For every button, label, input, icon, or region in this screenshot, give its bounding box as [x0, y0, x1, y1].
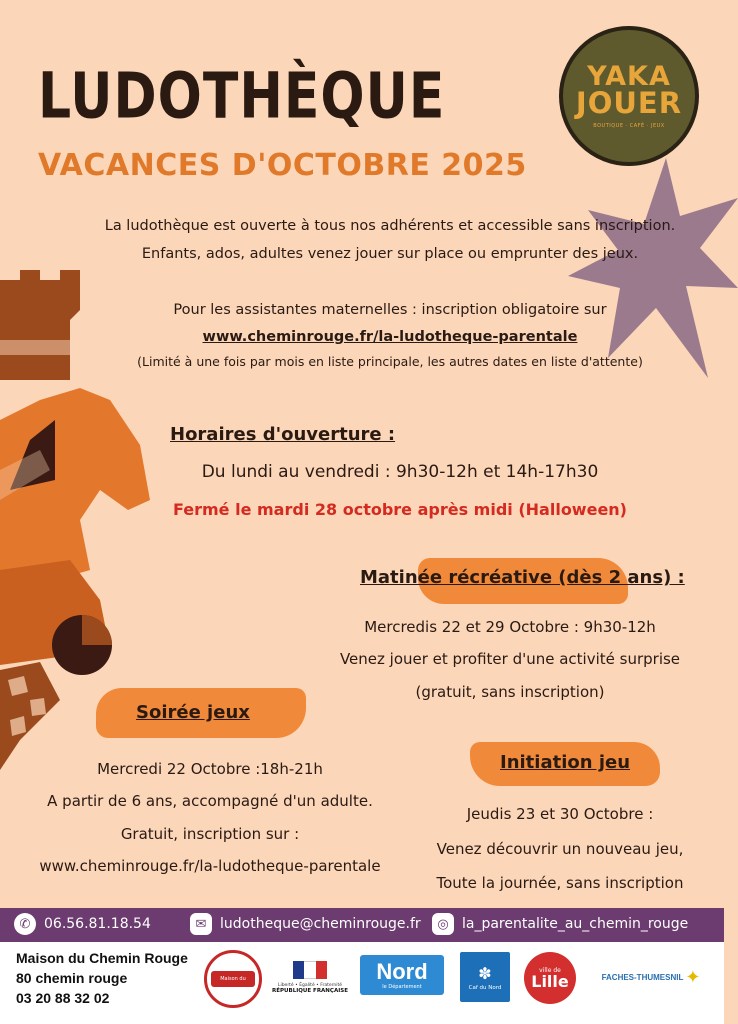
assistantes-note: (Limité à une fois par mois en liste principale, les autres dates en liste d'attente) — [137, 354, 643, 369]
ville-de-text: ville de — [539, 966, 561, 974]
caf-icon: ✽ — [478, 963, 492, 983]
logo-text-2: JOUER — [575, 86, 683, 120]
nord-logo — [360, 955, 444, 995]
horaires-line: Du lundi au vendredi : 9h30-12h et 14h-17h30 — [201, 462, 599, 482]
soiree-line-3: Gratuit, inscription sur : — [120, 825, 300, 843]
soiree-heading: Soirée jeux — [136, 702, 250, 723]
phone-number: 06.56.81.18.54 — [44, 916, 151, 932]
email-contact[interactable] — [190, 913, 421, 935]
assistantes-info — [80, 296, 700, 374]
caf-text: Caf du Nord — [468, 984, 502, 991]
initiation-line-3: Toute la journée, sans inscription — [436, 874, 684, 892]
logo-tagline: BOUTIQUE · CAFÉ · JEUX — [593, 123, 665, 129]
address-line-1: Maison du Chemin Rouge — [16, 950, 188, 966]
nord-text: Nord — [376, 959, 428, 984]
assistantes-line: Pour les assistantes maternelles : inscription obligatoire sur — [173, 302, 607, 318]
soiree-line-1: Mercredi 22 Octobre :18h-21h — [97, 760, 323, 778]
rf-motto: Liberté • Égalité • Fraternité — [277, 982, 343, 988]
phone-contact[interactable] — [14, 913, 151, 935]
instagram-icon: ◎ — [432, 913, 454, 935]
horaires-heading: Horaires d'ouverture : — [170, 424, 396, 445]
intro-line-2: Enfants, ados, adultes venez jouer sur place ou emprunter des jeux. — [141, 246, 639, 262]
soiree-line-4[interactable]: www.cheminrouge.fr/la-ludotheque-parentale — [39, 857, 381, 875]
marianne-icon — [293, 961, 327, 979]
address-line-2: 80 chemin rouge — [16, 970, 128, 986]
lille-text: Lille — [531, 971, 569, 991]
rf-name: RÉPUBLIQUE FRANÇAISE — [272, 987, 348, 994]
instagram-handle: la_parentalite_au_chemin_rouge — [462, 916, 689, 932]
email-icon: ✉ — [190, 913, 212, 935]
matinee-line-2: Venez jouer et profiter d'une activité surprise — [339, 650, 681, 668]
nord-subtext: le Département — [382, 984, 422, 990]
matinee-line-3: (gratuit, sans inscription) — [415, 683, 605, 701]
yaka-jouer-logo — [559, 26, 699, 166]
page-title: LUDOTHÈQUE — [38, 60, 446, 134]
intro-text — [70, 212, 710, 268]
faches-thumesnil-logo — [590, 962, 712, 992]
address-line-3: 03 20 88 32 02 — [16, 990, 110, 1006]
contact-bar — [0, 908, 724, 942]
email-address: ludotheque@cheminrouge.fr — [220, 916, 421, 932]
ville-de-lille-logo — [524, 952, 576, 1004]
address-block — [16, 948, 188, 1008]
intro-line-1: La ludothèque est ouverte à tous nos adhérents et accessible sans inscription. — [104, 218, 676, 234]
faches-figure-icon: ✦ — [685, 966, 701, 988]
soiree-line-2: A partir de 6 ans, accompagné d'un adulte. — [47, 792, 373, 810]
horaires-closed: Fermé le mardi 28 octobre après midi (Halloween) — [172, 500, 627, 519]
assistantes-link[interactable]: www.cheminrouge.fr/la-ludotheque-parentale — [202, 329, 578, 345]
caf-logo — [460, 952, 510, 1002]
matinee-heading: Matinée récréative (dès 2 ans) : — [360, 567, 685, 588]
faches-text: FACHES-THUMESNIL — [601, 972, 684, 982]
phone-icon: ✆ — [14, 913, 36, 935]
instagram-contact[interactable] — [432, 913, 688, 935]
logo-text-1: YAKA — [587, 61, 671, 92]
matinee-line-1: Mercredis 22 et 29 Octobre : 9h30-12h — [364, 618, 656, 636]
republique-francaise-logo — [270, 952, 350, 1002]
maison-logo-text: Maison du Chemin Rouge — [211, 971, 255, 987]
initiation-line-1: Jeudis 23 et 30 Octobre : — [466, 805, 654, 823]
initiation-line-2: Venez découvrir un nouveau jeu, — [436, 840, 684, 858]
initiation-heading: Initiation jeu — [500, 752, 631, 773]
page-subtitle: VACANCES D'OCTOBRE 2025 — [38, 148, 527, 183]
maison-chemin-rouge-logo — [204, 950, 262, 1008]
